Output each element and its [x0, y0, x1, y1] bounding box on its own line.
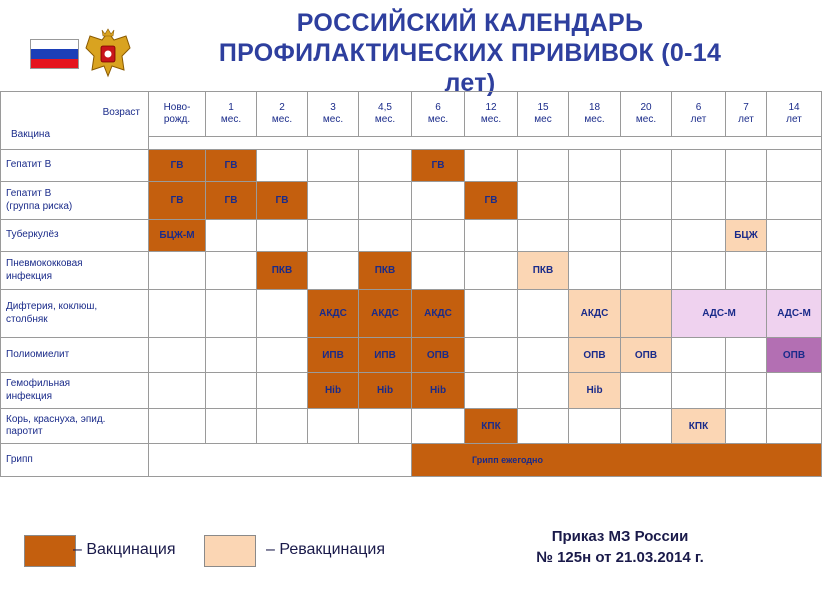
- schedule-cell: Hib: [308, 373, 359, 409]
- age-value: 15: [537, 102, 549, 113]
- age-header: [726, 92, 767, 137]
- schedule-cell: [257, 373, 308, 409]
- schedule-cell: [149, 409, 206, 444]
- title-line-3: лет): [444, 69, 496, 97]
- legend-vaccination-label: – Вакцинация: [73, 541, 176, 558]
- schedule-cell: ПКВ: [359, 252, 412, 290]
- schedule-cell: [621, 182, 672, 220]
- age-value: Ново-: [163, 102, 191, 113]
- table-row: [1, 290, 822, 338]
- header: [0, 0, 800, 97]
- table-row: [1, 373, 822, 409]
- header-row: [1, 92, 822, 137]
- schedule-cell: [257, 338, 308, 373]
- age-header: [621, 92, 672, 137]
- schedule-cell: [672, 150, 726, 182]
- age-value: 7: [743, 102, 749, 113]
- age-unit: мес.: [374, 114, 396, 125]
- schedule-cell: [569, 182, 621, 220]
- schedule-cell: [412, 182, 465, 220]
- schedule-cell: [308, 150, 359, 182]
- schedule-cell: [726, 150, 767, 182]
- schedule-cell: [621, 409, 672, 444]
- schedule-cell: Hib: [569, 373, 621, 409]
- title-line-1: РОССИЙСКИЙ КАЛЕНДАРЬ: [296, 9, 644, 37]
- schedule-cell: [359, 150, 412, 182]
- schedule-cell: ГВ: [465, 182, 518, 220]
- schedule-cell: [621, 150, 672, 182]
- schedule-cell: [569, 150, 621, 182]
- schedule-cell: [518, 220, 569, 252]
- schedule-cell: АДС-М: [672, 290, 767, 338]
- schedule-cell: [359, 409, 412, 444]
- schedule-cell: [569, 409, 621, 444]
- legend-vaccination-swatch: [24, 535, 76, 567]
- age-value: 14: [788, 102, 800, 113]
- schedule-cell: [308, 409, 359, 444]
- table-row: [1, 338, 822, 373]
- age-value: 6: [435, 102, 441, 113]
- age-unit: мес.: [635, 114, 657, 125]
- table-row: [1, 150, 822, 182]
- schedule-cell: [206, 409, 257, 444]
- schedule-cell: [359, 220, 412, 252]
- schedule-cell: [518, 373, 569, 409]
- schedule-cell: [465, 220, 518, 252]
- schedule-cell: [257, 220, 308, 252]
- age-unit: мес.: [322, 114, 344, 125]
- coat-of-arms-icon: [82, 26, 134, 82]
- schedule-cell: АКДС: [359, 290, 412, 338]
- schedule-cell: [206, 290, 257, 338]
- schedule-cell: ОПВ: [767, 338, 822, 373]
- age-value: 2: [279, 102, 285, 113]
- age-unit: лет: [738, 114, 754, 125]
- vaccine-name: Туберкулёз: [1, 220, 149, 252]
- age-value: 6: [695, 102, 702, 113]
- schedule-cell: [518, 338, 569, 373]
- table-row: [1, 252, 822, 290]
- vaccine-name: Дифтерия, коклюш, столбняк: [1, 290, 149, 338]
- schedule-cell: КПК: [465, 409, 518, 444]
- age-value: 18: [588, 102, 601, 113]
- age-unit: мес.: [584, 114, 605, 125]
- schedule-cell: [149, 444, 412, 477]
- schedule-cell: [518, 150, 569, 182]
- age-header: [412, 92, 465, 137]
- schedule-cell: ПКВ: [518, 252, 569, 290]
- schedule-cell: ГВ: [412, 150, 465, 182]
- schedule-cell: ГВ: [206, 150, 257, 182]
- vaccine-name: Гепатит В (группа риска): [1, 182, 149, 220]
- schedule-cell: БЦЖ: [726, 220, 767, 252]
- schedule-cell: [206, 373, 257, 409]
- schedule-cell: ГВ: [206, 182, 257, 220]
- schedule-cell: [726, 182, 767, 220]
- age-header: [672, 92, 726, 137]
- schedule-cell: [465, 150, 518, 182]
- schedule-cell: [206, 338, 257, 373]
- age-value: 3: [330, 102, 336, 113]
- age-value: 20: [640, 102, 652, 113]
- schedule-cell: [518, 290, 569, 338]
- vaccine-label: Вакцина: [11, 128, 51, 140]
- age-unit: рожд.: [163, 114, 191, 125]
- schedule-cell: [206, 252, 257, 290]
- schedule-cell: [257, 409, 308, 444]
- schedule-cell: Hib: [359, 373, 412, 409]
- age-header: [518, 92, 569, 137]
- vaccine-name: Гемофильная инфекция: [1, 373, 149, 409]
- schedule-cell: ГВ: [149, 182, 206, 220]
- schedule-cell: ГВ: [257, 182, 308, 220]
- schedule-cell: [767, 252, 822, 290]
- schedule-cell: [257, 290, 308, 338]
- age-header: [206, 92, 257, 137]
- age-unit: мес.: [480, 114, 502, 125]
- schedule-cell: ПКВ: [257, 252, 308, 290]
- age-header: [149, 92, 206, 137]
- order-line-1: Приказ МЗ России: [551, 528, 689, 545]
- schedule-cell: [621, 220, 672, 252]
- age-value: 12: [485, 102, 497, 113]
- schedule-cell: Hib: [412, 373, 465, 409]
- page-title: [150, 8, 790, 98]
- vaccine-name: Пневмококковая инфекция: [1, 252, 149, 290]
- vaccine-name: Полиомиелит: [1, 338, 149, 373]
- schedule-cell: [621, 290, 672, 338]
- schedule-cell: Грипп ежегодно: [412, 444, 822, 477]
- vaccine-name: Грипп: [1, 444, 149, 477]
- schedule-cell: АКДС: [569, 290, 621, 338]
- age-unit: мес: [534, 114, 552, 125]
- schedule-cell: [672, 252, 726, 290]
- russian-flag-icon: [30, 39, 79, 69]
- spacer-cell: [149, 137, 822, 150]
- schedule-cell: [767, 373, 822, 409]
- schedule-cell: [672, 220, 726, 252]
- vaccine-name: Гепатит В: [1, 150, 149, 182]
- schedule-cell: [412, 252, 465, 290]
- age-value: 1: [228, 102, 234, 113]
- schedule-cell: [308, 182, 359, 220]
- schedule-cell: АДС-М: [767, 290, 822, 338]
- schedule-cell: [726, 373, 767, 409]
- schedule-cell: [149, 252, 206, 290]
- header-corner: [1, 92, 149, 150]
- title-line-2: ПРОФИЛАКТИЧЕСКИХ ПРИВИВОК (0-14: [218, 39, 722, 67]
- order-reference: [500, 526, 740, 568]
- schedule-cell: [621, 373, 672, 409]
- schedule-cell: [308, 220, 359, 252]
- schedule-cell: [767, 409, 822, 444]
- age-header: [359, 92, 412, 137]
- schedule-cell: [465, 290, 518, 338]
- schedule-cell: [726, 338, 767, 373]
- schedule-cell: [569, 220, 621, 252]
- schedule-cell: [412, 220, 465, 252]
- age-unit: лет: [786, 114, 802, 125]
- age-value: 4,5: [378, 102, 392, 113]
- age-label: Возраст: [102, 106, 140, 118]
- schedule-cell: [672, 182, 726, 220]
- age-unit: мес.: [220, 114, 242, 125]
- schedule-cell: [518, 409, 569, 444]
- schedule-cell: [465, 373, 518, 409]
- schedule-cell: [149, 338, 206, 373]
- schedule-cell: [726, 409, 767, 444]
- age-header: [308, 92, 359, 137]
- table-row: [1, 444, 822, 477]
- age-unit: лет: [690, 114, 707, 125]
- age-header: [465, 92, 518, 137]
- schedule-cell: ОПВ: [412, 338, 465, 373]
- vaccine-name: Корь, краснуха, эпид. паротит: [1, 409, 149, 444]
- age-header: [767, 92, 822, 137]
- schedule-cell: КПК: [672, 409, 726, 444]
- schedule-cell: ИПВ: [308, 338, 359, 373]
- schedule-cell: [149, 290, 206, 338]
- schedule-cell: [621, 252, 672, 290]
- table-row: [1, 182, 822, 220]
- schedule-cell: АКДС: [308, 290, 359, 338]
- schedule-cell: ГВ: [149, 150, 206, 182]
- order-line-2: № 125н от 21.03.2014 г.: [536, 549, 704, 566]
- schedule-cell: [359, 182, 412, 220]
- schedule-cell: [257, 150, 308, 182]
- legend-revaccination-swatch: [204, 535, 256, 567]
- schedule-cell: [465, 252, 518, 290]
- schedule-cell: [672, 373, 726, 409]
- schedule-cell: [412, 409, 465, 444]
- schedule-cell: [465, 338, 518, 373]
- schedule-cell: БЦЖ-М: [149, 220, 206, 252]
- age-header: [569, 92, 621, 137]
- schedule-cell: [308, 252, 359, 290]
- schedule-cell: [518, 182, 569, 220]
- schedule-cell: [569, 252, 621, 290]
- age-unit: мес.: [271, 114, 293, 125]
- schedule-cell: ОПВ: [569, 338, 621, 373]
- schedule-cell: [672, 338, 726, 373]
- schedule-cell: [767, 182, 822, 220]
- table-row: [1, 409, 822, 444]
- schedule-cell: [767, 220, 822, 252]
- schedule-cell: [726, 252, 767, 290]
- schedule-cell: ИПВ: [359, 338, 412, 373]
- schedule-cell: АКДС: [412, 290, 465, 338]
- legend-revaccination-label: – Ревакцинация: [266, 541, 386, 558]
- age-unit: мес.: [427, 114, 449, 125]
- table-row: [1, 220, 822, 252]
- schedule-cell: [206, 220, 257, 252]
- schedule-cell: [767, 150, 822, 182]
- vaccination-calendar-table: [0, 91, 822, 477]
- age-header: [257, 92, 308, 137]
- schedule-cell: ОПВ: [621, 338, 672, 373]
- schedule-cell: [149, 373, 206, 409]
